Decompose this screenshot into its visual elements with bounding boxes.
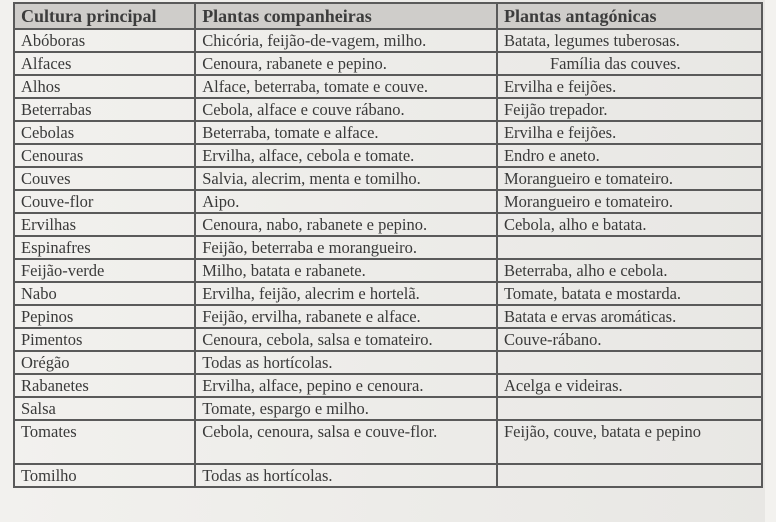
- table-row: [14, 213, 762, 236]
- crop-cell: Alfaces: [14, 52, 195, 75]
- table-row: [14, 144, 762, 167]
- antagonists-cell: Batata, legumes tuberosas.: [497, 29, 762, 52]
- companions-cell: Cenoura, rabanete e pepino.: [195, 52, 497, 75]
- table-row: [14, 75, 762, 98]
- antagonists-cell: Endro e aneto.: [497, 144, 762, 167]
- crop-cell: Feijão-verde: [14, 259, 195, 282]
- table-row: [14, 351, 762, 374]
- table-row: [14, 121, 762, 144]
- crop-cell: Pimentos: [14, 328, 195, 351]
- table-row: [14, 328, 762, 351]
- companions-cell: Ervilha, alface, pepino e cenoura.: [195, 374, 497, 397]
- companions-cell: Aipo.: [195, 190, 497, 213]
- companions-cell: Cenoura, nabo, rabanete e pepino.: [195, 213, 497, 236]
- crop-cell: Couve-flor: [14, 190, 195, 213]
- antagonists-cell: Morangueiro e tomateiro.: [497, 190, 762, 213]
- header-companion-plants: Plantas companheiras: [195, 3, 497, 29]
- companions-cell: Tomate, espargo e milho.: [195, 397, 497, 420]
- antagonists-cell: Feijão trepador.: [497, 98, 762, 121]
- companions-cell: Alface, beterraba, tomate e couve.: [195, 75, 497, 98]
- table-row: [14, 259, 762, 282]
- crop-cell: Tomates: [14, 420, 195, 464]
- antagonists-cell: Acelga e videiras.: [497, 374, 762, 397]
- table-row: [14, 282, 762, 305]
- antagonists-cell: Ervilha e feijões.: [497, 121, 762, 144]
- table-row: [14, 29, 762, 52]
- companions-cell: Beterraba, tomate e alface.: [195, 121, 497, 144]
- antagonists-cell: Couve-rábano.: [497, 328, 762, 351]
- crop-cell: Ervilhas: [14, 213, 195, 236]
- crop-cell: Alhos: [14, 75, 195, 98]
- antagonists-cell: Ervilha e feijões.: [497, 75, 762, 98]
- companion-planting-table: [13, 2, 763, 488]
- page-margin: [765, 0, 776, 522]
- table-row: [14, 190, 762, 213]
- companions-cell: Feijão, ervilha, rabanete e alface.: [195, 305, 497, 328]
- companions-cell: Feijão, beterraba e morangueiro.: [195, 236, 497, 259]
- crop-cell: Tomilho: [14, 464, 195, 487]
- companions-cell: Cebola, alface e couve rábano.: [195, 98, 497, 121]
- crop-cell: Cebolas: [14, 121, 195, 144]
- crop-cell: Couves: [14, 167, 195, 190]
- crop-cell: Beterrabas: [14, 98, 195, 121]
- table-row: [14, 305, 762, 328]
- companions-cell: Ervilha, alface, cebola e tomate.: [195, 144, 497, 167]
- companions-cell: Ervilha, feijão, alecrim e hortelã.: [195, 282, 497, 305]
- antagonists-cell: Cebola, alho e batata.: [497, 213, 762, 236]
- companions-cell: Salvia, alecrim, menta e tomilho.: [195, 167, 497, 190]
- companions-cell: Cebola, cenoura, salsa e couve-flor.: [195, 420, 497, 464]
- antagonists-cell: Feijão, couve, batata e pepino: [497, 420, 762, 464]
- antagonists-cell: Morangueiro e tomateiro.: [497, 167, 762, 190]
- crop-cell: Nabo: [14, 282, 195, 305]
- antagonists-cell: [497, 351, 762, 374]
- antagonists-cell: Tomate, batata e mostarda.: [497, 282, 762, 305]
- crop-cell: Espinafres: [14, 236, 195, 259]
- crop-cell: Orégão: [14, 351, 195, 374]
- crop-cell: Abóboras: [14, 29, 195, 52]
- antagonists-cell: [497, 464, 762, 487]
- crop-cell: Pepinos: [14, 305, 195, 328]
- antagonists-cell: Beterraba, alho e cebola.: [497, 259, 762, 282]
- header-row: [14, 3, 762, 29]
- table-row: [14, 236, 762, 259]
- crop-cell: Rabanetes: [14, 374, 195, 397]
- header-antagonist-plants: Plantas antagónicas: [497, 3, 762, 29]
- table-row: [14, 397, 762, 420]
- table-row: [14, 420, 762, 464]
- crop-cell: Salsa: [14, 397, 195, 420]
- table-row: [14, 374, 762, 397]
- table-row: [14, 464, 762, 487]
- table-row: [14, 98, 762, 121]
- header-main-crop: Cultura principal: [14, 3, 195, 29]
- table-row: [14, 52, 762, 75]
- antagonists-cell: Batata e ervas aromáticas.: [497, 305, 762, 328]
- antagonists-cell: Família das couves.: [497, 52, 762, 75]
- companions-cell: Milho, batata e rabanete.: [195, 259, 497, 282]
- antagonists-cell: [497, 236, 762, 259]
- companions-cell: Chicória, feijão-de-vagem, milho.: [195, 29, 497, 52]
- companions-cell: Todas as hortícolas.: [195, 351, 497, 374]
- companions-cell: Todas as hortícolas.: [195, 464, 497, 487]
- crop-cell: Cenouras: [14, 144, 195, 167]
- antagonists-cell: [497, 397, 762, 420]
- companions-cell: Cenoura, cebola, salsa e tomateiro.: [195, 328, 497, 351]
- table-row: [14, 167, 762, 190]
